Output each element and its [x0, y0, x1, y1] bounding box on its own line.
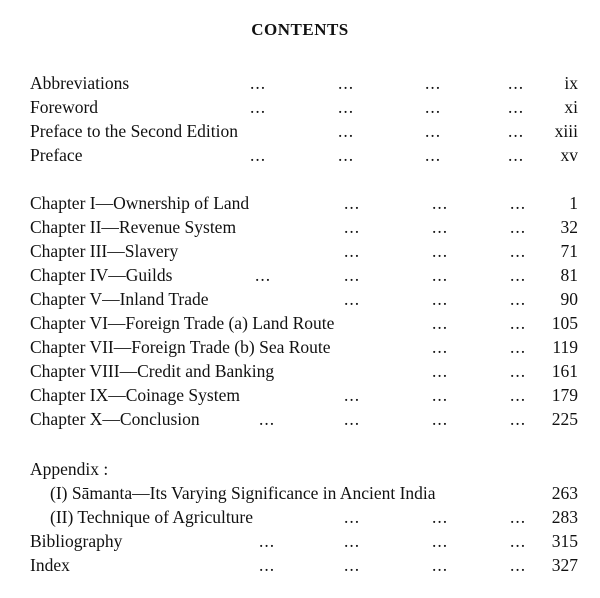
toc-entry-page: 81 — [560, 265, 578, 285]
leader-dots: ... — [344, 507, 361, 527]
leader-dots: ... — [344, 289, 361, 309]
toc-entry-label: Chapter I—Ownership of Land — [30, 193, 250, 213]
toc-entry-appendix-2 — [50, 505, 578, 529]
toc-entry-page: 1 — [569, 193, 578, 213]
leader-dots: ... — [344, 241, 361, 261]
toc-entry-appendix-1 — [50, 481, 578, 505]
leader-dots: ... — [259, 409, 276, 429]
leader-dots: ... — [425, 145, 442, 165]
leader-dots: ... — [425, 97, 442, 117]
toc-entry-preface — [30, 143, 578, 167]
toc-entry-preface-second-edition — [30, 119, 578, 143]
leader-dots: ... — [344, 265, 361, 285]
toc-entry-label: Foreword — [30, 97, 99, 117]
toc-entry-label: Chapter VI—Foreign Trade (a) Land Route — [30, 313, 335, 333]
toc-entry-page: 105 — [551, 313, 578, 333]
contents-title: CONTENTS — [251, 20, 349, 39]
toc-entry-abbreviations — [30, 71, 578, 95]
toc-entry-label: Chapter VII—Foreign Trade (b) Sea Route — [30, 337, 331, 357]
toc-entry-label: Preface — [30, 145, 83, 165]
toc-entry-label: Abbreviations — [30, 73, 130, 93]
toc-entry-page: xv — [560, 145, 578, 165]
leader-dots: ... — [432, 337, 449, 357]
toc-entry-chapter-9 — [30, 383, 578, 407]
leader-dots: ... — [250, 73, 267, 93]
toc-entry-chapter-2 — [30, 215, 578, 239]
leader-dots: ... — [510, 193, 527, 213]
leader-dots: ... — [338, 73, 355, 93]
leader-dots: ... — [338, 97, 355, 117]
toc-entry-label: Preface to the Second Edition — [30, 121, 238, 141]
leader-dots: ... — [344, 385, 361, 405]
toc-entry-label: (II) Technique of Agriculture — [50, 507, 254, 527]
leader-dots: ... — [344, 193, 361, 213]
leader-dots: ... — [508, 145, 525, 165]
leader-dots: ... — [508, 121, 525, 141]
appendix-heading — [30, 457, 578, 481]
leader-dots: ... — [425, 73, 442, 93]
toc-entry-page: 90 — [560, 289, 578, 309]
toc-entry-chapter-6 — [30, 311, 578, 335]
toc-entry-foreword — [30, 95, 578, 119]
toc-entry-chapter-7 — [30, 335, 578, 359]
toc-entry-label: Chapter IV—Guilds — [30, 265, 173, 285]
toc-entry-page: xiii — [554, 121, 578, 141]
leader-dots: ... — [432, 361, 449, 381]
leader-dots: ... — [510, 289, 527, 309]
toc-entry-label: Chapter V—Inland Trade — [30, 289, 209, 309]
toc-entry-label: Index — [30, 555, 70, 575]
leader-dots: ... — [432, 265, 449, 285]
toc-entry-chapter-3 — [30, 239, 578, 263]
leader-dots: ... — [344, 555, 361, 575]
leader-dots: ... — [344, 217, 361, 237]
toc-entry-page: 32 — [560, 217, 578, 237]
toc-entry-chapter-5 — [30, 287, 578, 311]
toc-entry-page: 119 — [552, 337, 578, 357]
leader-dots: ... — [432, 507, 449, 527]
leader-dots: ... — [510, 555, 527, 575]
toc-entry-page: xi — [564, 97, 578, 117]
toc-entry-label: Bibliography — [30, 531, 123, 551]
leader-dots: ... — [432, 193, 449, 213]
toc-entry-index — [30, 553, 578, 577]
leader-dots: ... — [338, 121, 355, 141]
toc-entry-page: 225 — [551, 409, 578, 429]
leader-dots: ... — [510, 241, 527, 261]
toc-entry-bibliography — [30, 529, 578, 553]
toc-entry-label: Chapter II—Revenue System — [30, 217, 237, 237]
leader-dots: ... — [432, 289, 449, 309]
leader-dots: ... — [510, 265, 527, 285]
leader-dots: ... — [510, 361, 527, 381]
leader-dots: ... — [510, 531, 527, 551]
leader-dots: ... — [250, 97, 267, 117]
leader-dots: ... — [510, 409, 527, 429]
leader-dots: ... — [508, 73, 525, 93]
leader-dots: ... — [432, 531, 449, 551]
leader-dots: ... — [344, 531, 361, 551]
toc-entry-chapter-8 — [30, 359, 578, 383]
toc-entry-page: 179 — [551, 385, 578, 405]
toc-entry-label: Chapter X—Conclusion — [30, 409, 200, 429]
leader-dots: ... — [250, 145, 267, 165]
toc-entry-label: Chapter III—Slavery — [30, 241, 179, 261]
leader-dots: ... — [432, 241, 449, 261]
toc-entry-page: 71 — [560, 241, 578, 261]
leader-dots: ... — [259, 531, 276, 551]
leader-dots: ... — [432, 409, 449, 429]
leader-dots: ... — [432, 385, 449, 405]
toc-entry-chapter-10 — [30, 407, 578, 431]
leader-dots: ... — [432, 217, 449, 237]
leader-dots: ... — [510, 337, 527, 357]
toc-entry-page: 283 — [551, 507, 578, 527]
toc-entry-page: ix — [564, 73, 578, 93]
leader-dots: ... — [510, 385, 527, 405]
leader-dots: ... — [508, 97, 525, 117]
leader-dots: ... — [510, 313, 527, 333]
toc-entry-page: 315 — [551, 531, 578, 551]
toc-entry-page: 263 — [551, 483, 578, 503]
appendix-heading-label: Appendix : — [30, 459, 109, 479]
leader-dots: ... — [432, 555, 449, 575]
toc-entry-chapter-1 — [30, 191, 578, 215]
leader-dots: ... — [344, 409, 361, 429]
toc-entry-label: Chapter VIII—Credit and Banking — [30, 361, 275, 381]
toc-entry-page: 161 — [551, 361, 578, 381]
leader-dots: ... — [259, 555, 276, 575]
toc-entry-chapter-4 — [30, 263, 578, 287]
toc-entry-label: Chapter IX—Coinage System — [30, 385, 240, 405]
toc-entry-label: (I) Sāmanta—Its Varying Significance in Ancient India — [50, 483, 436, 503]
leader-dots: ... — [255, 265, 272, 285]
toc-entry-page: 327 — [551, 555, 578, 575]
leader-dots: ... — [425, 121, 442, 141]
leader-dots: ... — [510, 217, 527, 237]
leader-dots: ... — [432, 313, 449, 333]
leader-dots: ... — [510, 507, 527, 527]
leader-dots: ... — [338, 145, 355, 165]
